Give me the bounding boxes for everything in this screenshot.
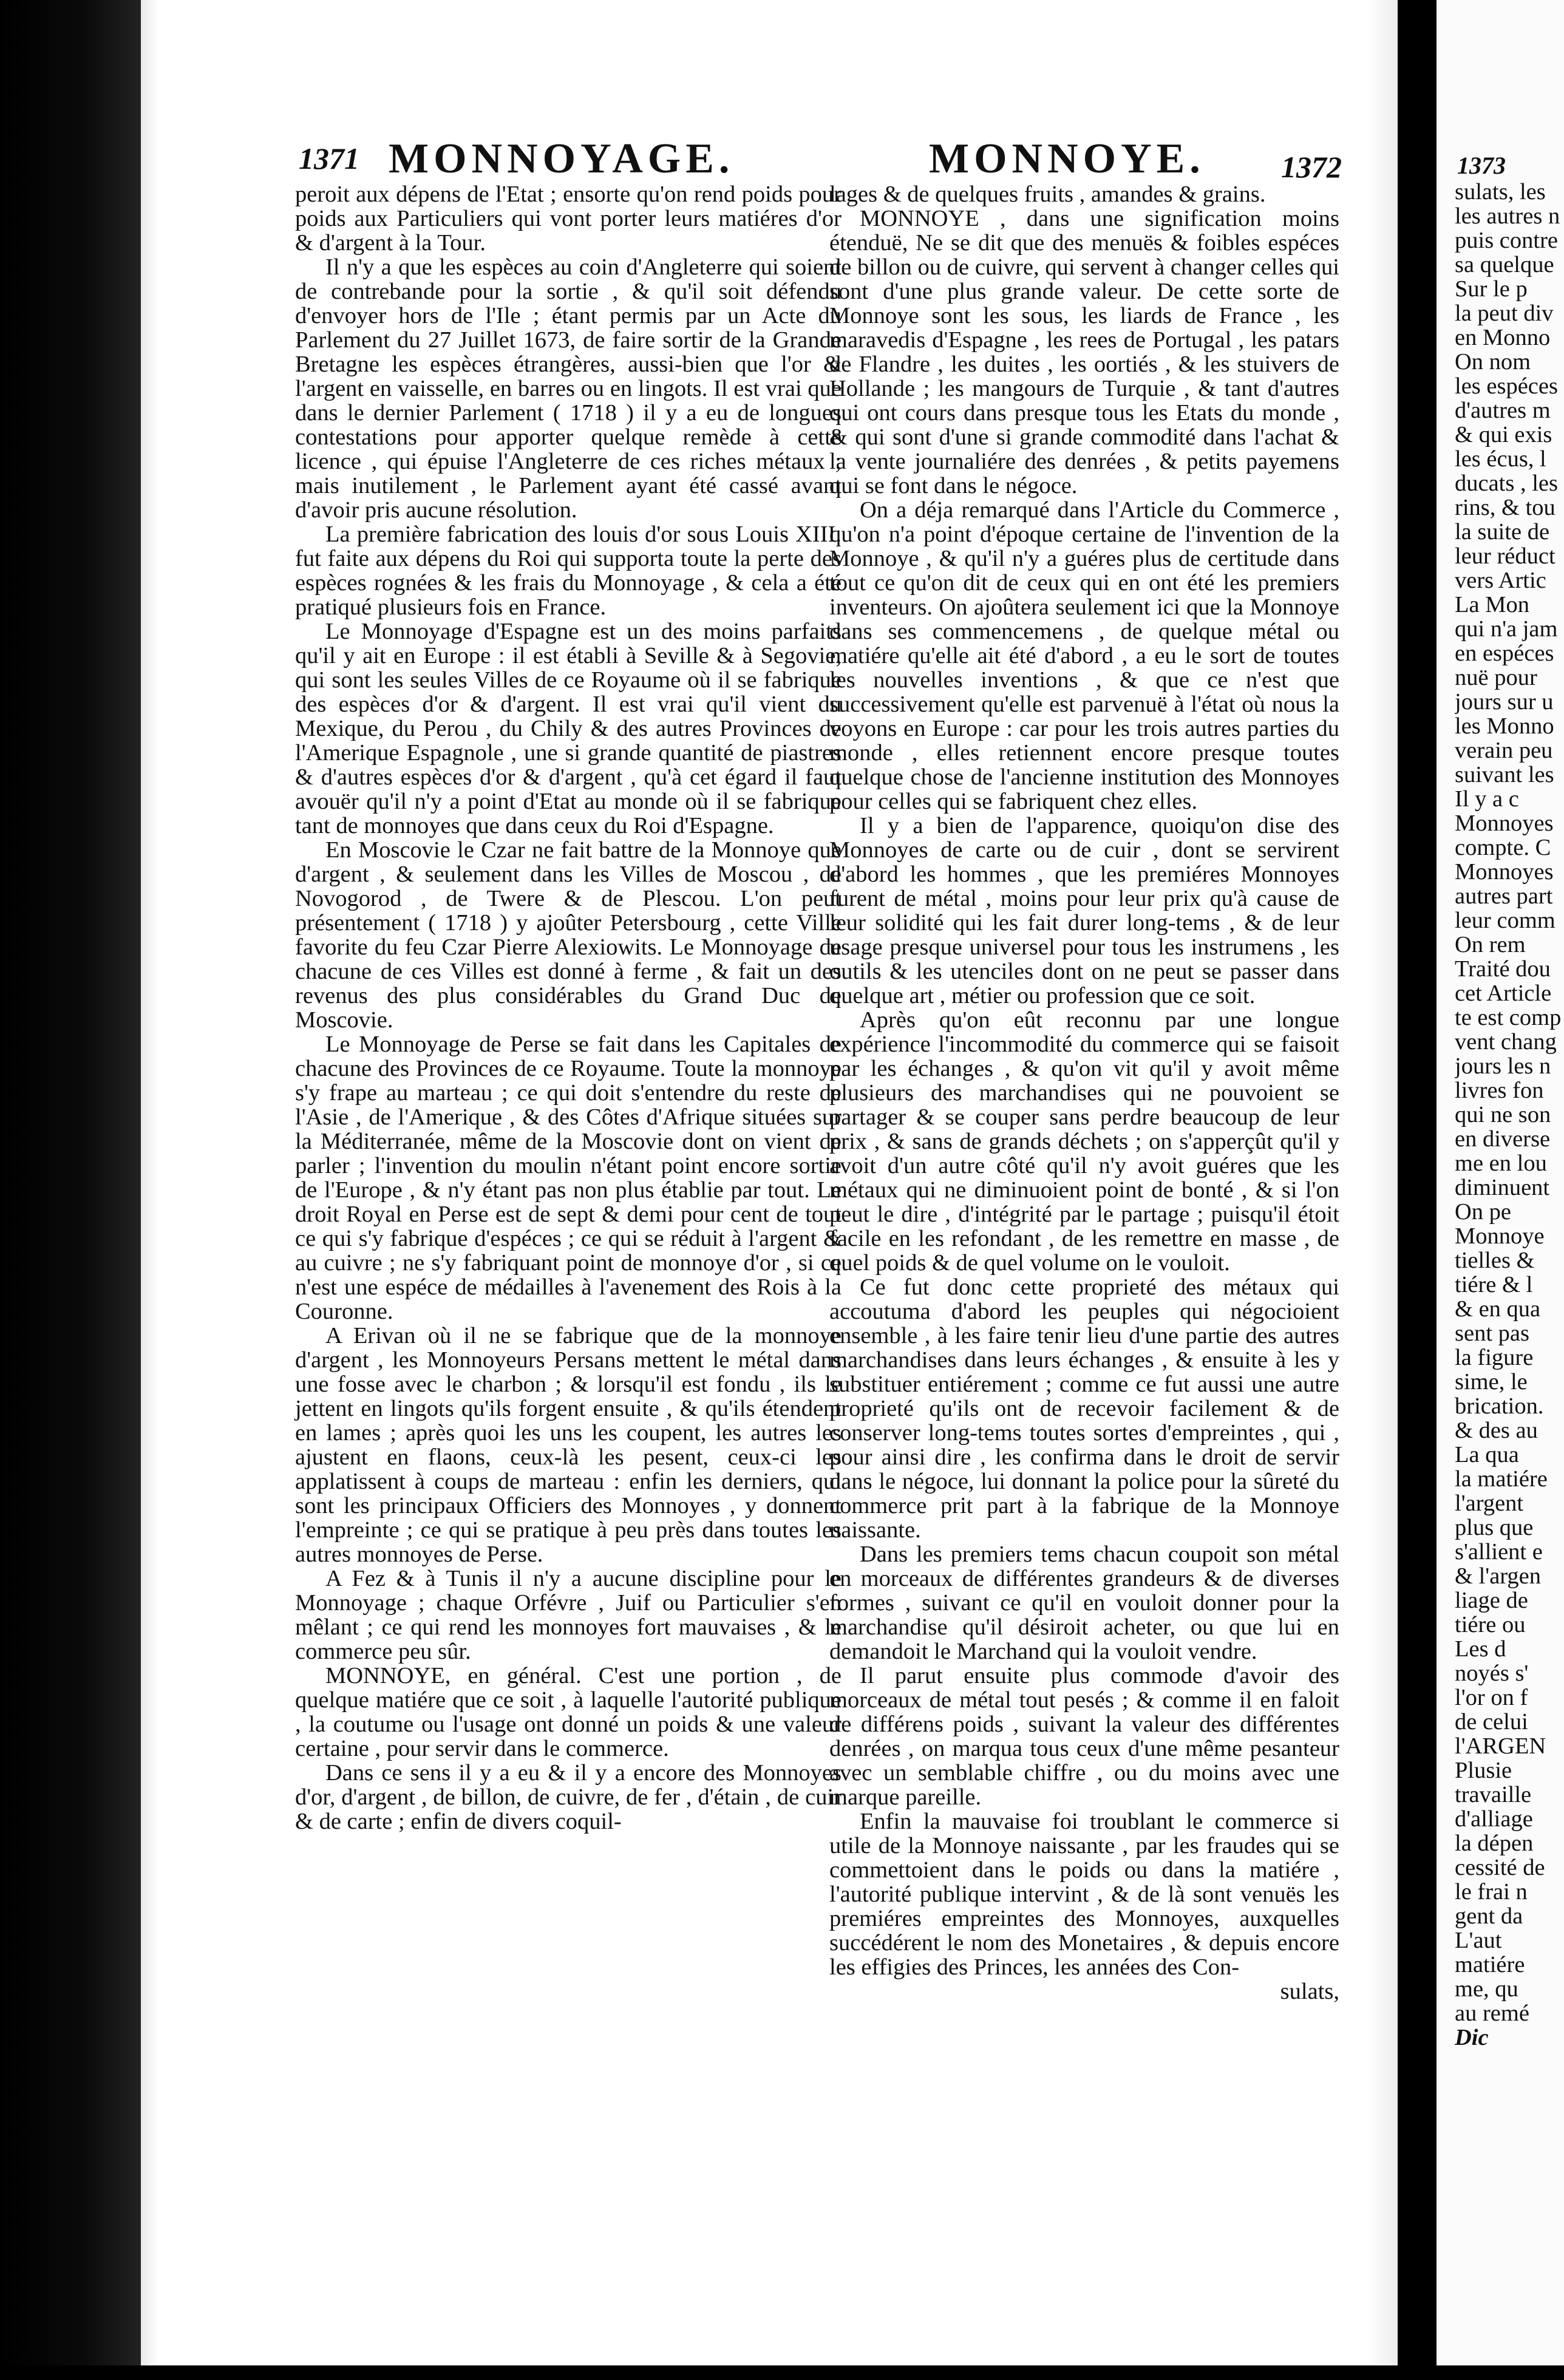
fragment-line: l'or on f	[1455, 1685, 1528, 1710]
paragraph: Après qu'on eût reconnu par une longue expérience l'incommodité du commerce qui se faisoit par les échanges , & qu'on vit qu'il y avoit même plusieurs des marchandises qui ne pouvoient se partager & se couper sans perdre beaucoup de leur prix , & sans de grands déchets ; on s'apperçût qu'il y avoit d'un autre côté qu'il n'y avoit guéres que les métaux qui ne diminuoient point de bonté , & si l'on peut le dire , d'intégrité par le partage ; puisqu'il étoit facile en les refondant , de les remettre en masse , de quel poids & de quel volume on le vouloit.	[829, 1007, 1339, 1276]
catchword: sulats,	[1280, 1979, 1339, 2004]
fragment-line: La qua	[1455, 1443, 1519, 1467]
page-number-left: 1371	[299, 141, 359, 175]
running-header-left: MONNOYAGE.	[389, 135, 735, 182]
fragment-line: & qui exis	[1455, 423, 1552, 447]
scan-border-bottom	[0, 2365, 1564, 2380]
right-text-column	[829, 182, 1339, 2004]
paragraph: Il y a bien de l'apparence, quoiqu'on dise des Monnoyes de carte ou de cuir , dont se servirent d'abord les hommes , que les premiéres Monnoyes furent de métal , moins pour leur prix qu'à cause de leur solidité qui les fait durer long-tems , & de leur usage presque universel pour tous les instrumens , les outils & les utenciles dont on ne peut se passer dans quelque art , métier ou profession que ce soit.	[829, 813, 1339, 1008]
fragment-line: jours sur u	[1455, 690, 1554, 714]
fragment-line: sent pas	[1455, 1321, 1529, 1345]
fragment-line: les autres n	[1455, 204, 1560, 228]
page-gutter	[1398, 0, 1436, 2380]
fragment-line: Traité dou	[1455, 957, 1551, 981]
fragment-line: la matiére	[1455, 1467, 1548, 1491]
fragment-line: leur comm	[1455, 908, 1555, 933]
fragment-line: de celui	[1455, 1710, 1528, 1734]
fragment-line: Sur le p	[1455, 277, 1528, 301]
fragment-line: La Mon	[1455, 593, 1529, 617]
paragraph: lages & de quelques fruits , amandes & grains.	[829, 182, 1266, 207]
paragraph: Dans ce sens il y a eu & il y a encore des Monnoyes d'or, d'argent , de billon, de cuivre, de fer , d'étain , de cuir & de carte ; enfin de divers coquil-	[295, 1760, 841, 1834]
fragment-line: me, qu	[1455, 1977, 1518, 2001]
fragment-line: rins, & tou	[1455, 495, 1555, 520]
fragment-line: vent chang	[1455, 1030, 1557, 1054]
fragment-line: les écus, l	[1455, 447, 1546, 471]
fragment-line: diminuent	[1455, 1175, 1550, 1200]
paragraph: Dans les premiers tems chacun coupoit son métal en morceaux de différentes grandeurs & de diverses formes , suivant ce qu'il en vouloit donner pour la marchandise qu'il désiroit acheter, ou que lui en demandoit le Marchand qui la vouloit vendre.	[829, 1542, 1339, 1664]
fragment-line: Monnoye	[1455, 1224, 1545, 1248]
fragment-line: la figure	[1455, 1345, 1534, 1370]
fragment-line: la peut div	[1455, 301, 1554, 325]
paragraph: Le Monnoyage de Perse se fait dans les Capitales de chacune des Provinces de ce Royaume. Toute la monnoye s'y frape au marteau ; ce qui doit s'entendre du reste de l'Asie , de l'Amerique , & des Côtes d'Afrique situées sur la Méditerranée, même de la Moscovie dont on vient de parler ; l'invention du moulin n'étant point encore sortie de l'Europe , & n'y étant pas non plus établie par tout. Le droit Royal en Perse est de sept & demi pour cent de tout ce qui s'y fabrique d'espéces ; ce qui se réduit à l'argent & au cuivre ; ne s'y fabriquant point de monnoye d'or , si ce n'est une espéce de médailles à l'avenement des Rois à la Couronne.	[295, 1032, 841, 1324]
paragraph: Le Monnoyage d'Espagne est un des moins parfaits qu'il y ait en Europe : il est établi à Seville & à Segovie, qui sont les seules Villes de ce Royaume où il se fabrique des espèces d'or & d'argent. Il est vrai qu'il vient du Mexique, du Perou , du Chily & des autres Provinces de l'Amerique Espagnole , une si grande quantité de piastres & d'autres espèces d'or & d'argent , qu'à cet égard il faut avouër qu'il n'y a point d'Etat au monde où il se fabrique tant de monnoyes que dans ceux du Roi d'Espagne.	[295, 619, 841, 838]
fragment-line: tiére ou	[1455, 1613, 1526, 1637]
fragment-line: d'alliage	[1455, 1807, 1533, 1831]
fragment-line: les espéces	[1455, 374, 1558, 398]
entry-heading-paragraph: MONNOYE , dans une signification moins étenduë, Ne se dit que des menuës & foibles espéces de billon ou de cuivre, qui servent à changer celles qui sont d'une plus grande valeur. De cette sorte de Monnoye sont les sous, les liards de France , les maravedis d'Espagne , les rees de Portugal , les patars de Flandre , les duites , les oortiés , & les stuivers de Hollande ; les mangours de Turquie , & tant d'autres qui ont cours dans presque tous les Etats du monde , & qui sont d'une si grande commodité dans l'achat & la vente journaliére des denrées , & petits payemens qui se font dans le négoce.	[829, 206, 1339, 498]
fragment-line: Monnoyes	[1455, 860, 1554, 884]
fragment-line: Monnoyes	[1455, 811, 1554, 835]
fragment-line: leur réduct	[1455, 544, 1555, 568]
paragraph: En Moscovie le Czar ne fait battre de la Monnoye que d'argent , & seulement dans les Villes de Moscou , de Novogorod , de Twere & de Plescou. L'on peut présentement ( 1718 ) y ajoûter Petersbourg , cette Ville favorite du feu Czar Pierre Alexiowits. Le Monnoyage de chacune de ces Villes est donné à ferme , & fait un des revenus des plus considérables du Grand Duc de Moscovie.	[295, 837, 841, 1033]
fragment-line: d'autres m	[1455, 398, 1551, 423]
fragment-line: en Monno	[1455, 325, 1551, 350]
fragment-line: & des au	[1455, 1418, 1538, 1443]
paragraph: A Fez & à Tunis il n'y a aucune discipline pour le Monnoyage ; chaque Orfévre , Juif ou Particulier s'en mêlant ; ce qui rend les monnoyes fort mauvaises , & le commerce peu sûr.	[295, 1566, 841, 1664]
fragment-line: le frai n	[1455, 1880, 1528, 1904]
fragment-line: en espéces	[1455, 641, 1554, 665]
fragment-line: plus que	[1455, 1515, 1534, 1540]
fragment-line: Dic	[1455, 2025, 1489, 2050]
fragment-line: nuë pour	[1455, 665, 1537, 690]
fragment-line: cet Article	[1455, 981, 1552, 1005]
page-number-right: 1372	[1281, 150, 1342, 184]
fragment-line: cessité de	[1455, 1855, 1545, 1880]
fragment-line: ducats , les	[1455, 471, 1558, 495]
fragment-line: On nom	[1455, 350, 1531, 374]
paragraph: Il parut ensuite plus commode d'avoir des morceaux de métal tout pesés ; & comme il en faloit de différens poids , suivant la valeur des différentes denrées , on marqua tous ceux d'une même pesanteur avec un semblable chiffre , ou du moins avec une marque pareille.	[829, 1663, 1339, 1810]
fragment-line: compte. C	[1455, 835, 1551, 860]
fragment-line: Plusie	[1455, 1758, 1512, 1783]
fragment-line: suivant les	[1455, 763, 1554, 787]
fragment-line: tielles &	[1455, 1248, 1535, 1273]
fragment-line: verain peu	[1455, 738, 1553, 763]
fragment-line: autres part	[1455, 884, 1553, 908]
fragment-line: en diverse	[1455, 1127, 1551, 1151]
fragment-line: gent da	[1455, 1904, 1523, 1928]
fragment-line: vers Artic	[1455, 568, 1546, 593]
paragraph: On a déja remarqué dans l'Article du Commerce , qu'on n'a point d'époque certaine de l'invention de la Monnoye , & qu'il n'y a guéres plus de certitude dans tout ce qu'on dit de ceux qui en ont été les premiers inventeurs. On ajoûtera seulement ici que la Monnoye dans ses commencemens , de quelque métal ou matiére qu'elle ait été d'abord , a eu le sort de toutes les nouvelles inventions , & que ce n'est que successivement qu'elle est parvenuë à l'état où nous la voyons en Europe : car pour les trois autres parties du monde , elles retiennent encore presque toutes quelque chose de l'ancienne institution des Monnoyes pour celles qui se fabriquent chez elles.	[829, 497, 1339, 814]
entry-heading-paragraph: MONNOYE, en général. C'est une portion , de quelque matiére que ce soit , à laquelle l'autorité publique , la coutume ou l'usage ont donné un poids & une valeur certaine , pour servir dans le commerce.	[295, 1663, 841, 1761]
paragraph: Il n'y a que les espèces au coin d'Angleterre qui soient de contrebande pour la sortie , & qu'il soit défendu d'envoyer hors de l'Ile ; étant permis par un Acte du Parlement du 27 Juillet 1673, de faire sortir de la Grande Bretagne les espèces étrangères, aussi-bien que l'or & l'argent en vaisselle, en barres ou en lingots. Il est vrai que dans le dernier Parlement ( 1718 ) il y a eu de longues contestations pour apporter quelque remède à cette licence , qui épuise l'Angleterre de ces riches métaux ; mais inutilement , le Parlement ayant été cassé avant d'avoir pris aucune résolution.	[295, 254, 841, 523]
fragment-line: la suite de	[1455, 520, 1550, 544]
fragment-line: sa quelque	[1455, 253, 1554, 277]
fragment-line: au remé	[1455, 2001, 1529, 2025]
left-text-column	[295, 182, 841, 1834]
paragraph: A Erivan où il ne se fabrique que de la monnoye d'argent , les Monnoyeurs Persans mettent le métal dans une fosse avec le charbon ; & lorsqu'il est fondu , ils le jettent en lingots qu'ils forgent ensuite , & qu'ils étendent en lames ; après quoi les uns les coupent, les autres les ajustent en flaons, ceux-là les pesent, ceux-ci les applatissent à coups de marteau : enfin les derniers, qui sont les principaux Officiers des Monnoyes , y donnent l'empreinte ; ce qui se pratique à peu près dans toutes les autres monnoyes de Perse.	[295, 1323, 841, 1567]
fragment-line: L'aut	[1455, 1928, 1502, 1953]
page-number-next: 1373	[1457, 152, 1506, 179]
fragment-line: me en lou	[1455, 1151, 1547, 1175]
fragment-line: s'allient e	[1455, 1540, 1543, 1564]
fragment-line: qui n'a jam	[1455, 617, 1558, 641]
fragment-line: l'argent	[1455, 1491, 1524, 1515]
fragment-line: noyés s'	[1455, 1661, 1529, 1685]
running-header-right: MONNOYE.	[929, 135, 1205, 182]
fragment-line: Les d	[1455, 1637, 1506, 1661]
next-page-fragment-column	[1455, 180, 1564, 2050]
fragment-line: sime, le	[1455, 1370, 1528, 1394]
fragment-line: liage de	[1455, 1588, 1528, 1613]
fragment-line: On pe	[1455, 1200, 1512, 1224]
fragment-line: & en qua	[1455, 1297, 1541, 1321]
paragraph: Enfin la mauvaise foi troublant le commerce si utile de la Monnoye naissante , par les fraudes qui se commettoient dans le poids ou dans la matiére , l'autorité publique intervint , & de là sont venuës les premiéres empreintes des Monnoyes, auxquelles succédérent le nom des Monetaires , & depuis encore les effigies des Princes, les années des Con-	[829, 1809, 1339, 1980]
fragment-line: les Monno	[1455, 714, 1554, 738]
fragment-line: la dépen	[1455, 1831, 1534, 1855]
binding-shadow-left	[0, 0, 141, 2380]
fragment-line: te est comp	[1455, 1005, 1562, 1030]
paragraph: Ce fut donc cette proprieté des métaux qui accoutuma d'abord les peuples qui négocioient ensemble , à les faire tenir lieu d'une partie des autres marchandises dans leurs échanges , & ensuite à les y substituer entiérement ; comme ce fut aussi une autre proprieté qu'ils ont de recevoir facilement & de conserver long-tems toutes sortes d'empreintes , qui , pour ainsi dire , les confirma dans le droit de servir dans le négoce, lui donnant la police pour la sûreté du commerce prit part à la fabrique de la Monnoye naissante.	[829, 1274, 1339, 1543]
fragment-line: On rem	[1455, 933, 1526, 957]
fragment-line: travaille	[1455, 1783, 1532, 1807]
fragment-line: qui ne son	[1455, 1103, 1551, 1127]
fragment-line: sulats, les	[1455, 180, 1546, 204]
fragment-line: puis contre	[1455, 228, 1558, 253]
fragment-line: livres fon	[1455, 1078, 1544, 1103]
fragment-line: & l'argen	[1455, 1564, 1542, 1588]
fragment-line: brication.	[1455, 1394, 1544, 1418]
paragraph: La première fabrication des louis d'or sous Louis XIII. fut faite aux dépens du Roi qui supporta toute la perte des espèces rognées & les frais du Monnoyage , & cela a été pratiqué plusieurs fois en France.	[295, 522, 841, 620]
paragraph: peroit aux dépens de l'Etat ; ensorte qu'on rend poids pour poids aux Particuliers qui vont porter leurs matiéres d'or & d'argent à la Tour.	[295, 182, 841, 256]
fragment-line: l'ARGEN	[1455, 1734, 1546, 1758]
fragment-line: matiére	[1455, 1953, 1525, 1977]
fragment-line: Il y a c	[1455, 787, 1519, 811]
fragment-line: tiére & l	[1455, 1273, 1533, 1297]
fragment-line: jours les n	[1455, 1054, 1551, 1078]
